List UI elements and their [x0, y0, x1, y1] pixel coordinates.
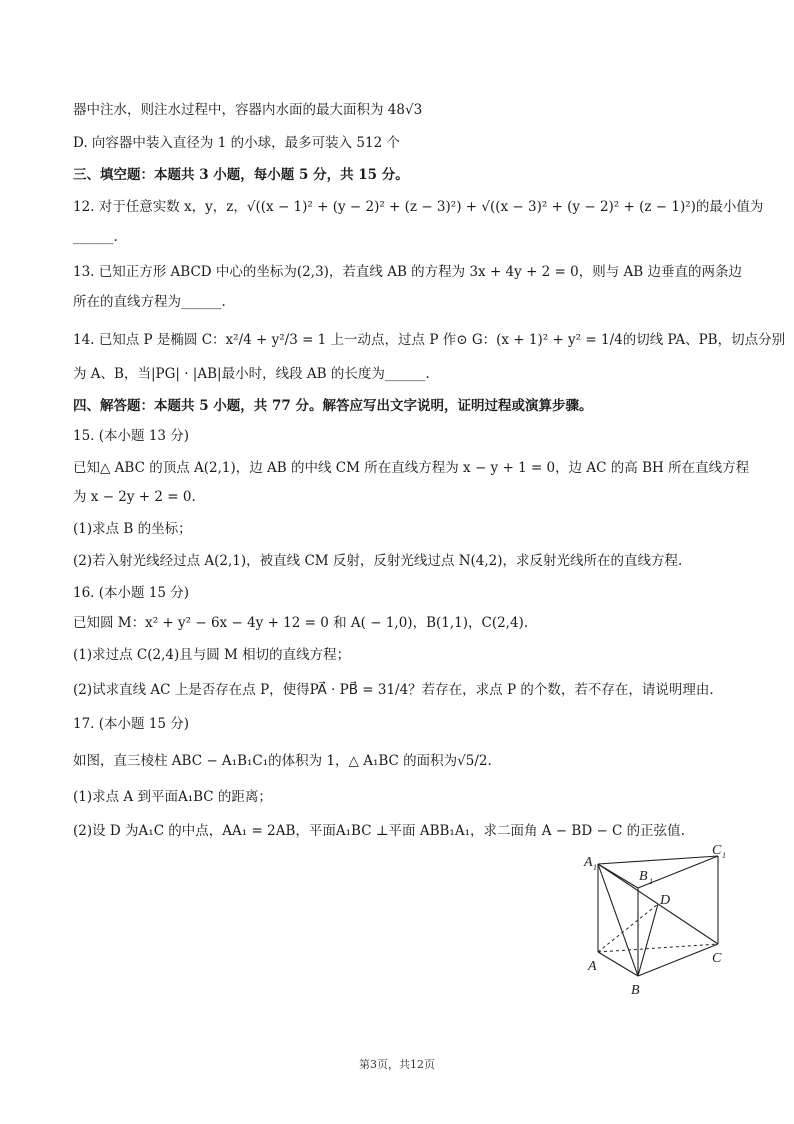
label-b: B [631, 983, 640, 998]
label-a1-sub: 1 [593, 863, 597, 872]
option-d: D. 向容器中装入直径为 1 的小球，最多可装入 512 个 [73, 135, 400, 151]
label-b1: B [639, 869, 648, 884]
question-16-part-1: (1)求过点 C(2,4)且与圆 M 相切的直线方程； [73, 647, 351, 663]
question-16-header: 16. (本小题 15 分) [73, 585, 190, 601]
prism-figure [580, 842, 740, 1002]
question-17-part-1: (1)求点 A 到平面A₁BC 的距离； [73, 789, 272, 805]
question-15-part-1: (1)求点 B 的坐标； [73, 521, 192, 537]
question-15-cont: 为 x − 2y + 2 = 0. [73, 489, 196, 505]
label-c1: C [712, 843, 722, 858]
section-heading-solution: 四、解答题：本题共 5 小题，共 77 分。解答应写出文字说明，证明过程或演算步骤。 [73, 398, 593, 414]
question-13: 13. 已知正方形 ABCD 中心的坐标为(2,3)，若直线 AB 的方程为 3x + 4y + 2 = 0，则与 AB 边垂直的两条边 [73, 264, 742, 280]
question-15: 已知△ ABC 的顶点 A(2,1)，边 AB 的中线 CM 所在直线方程为 x − y + 1 = 0，边 AC 的高 BH 所在直线方程 [73, 460, 750, 476]
edge-b-d [638, 904, 658, 976]
edge-b-c [638, 944, 718, 976]
question-16: 已知圆 M：x² + y² − 6x − 4y + 12 = 0 和 A( − 1,0)，B(1,1)，C(2,4). [73, 615, 529, 631]
question-15-part-2: (2)若入射光线经过点 A(2,1)，被直线 CM 反射，反射光线过点 N(4,2)，求反射光线所在的直线方程. [73, 553, 683, 569]
edge-a-b [598, 952, 638, 976]
question-17: 如图，直三棱柱 ABC − A₁B₁C₁的体积为 1，△ A₁BC 的面积为√5/2. [73, 753, 492, 769]
question-12: 12. 对于任意实数 x，y，z，√((x − 1)² + (y − 2)² + (z − 3)²) + √((x − 3)² + (y − 2)² + (z − 1)²)的最小值为 [73, 199, 764, 215]
label-b1-sub: 1 [649, 877, 653, 886]
hidden-edge-a-d [598, 904, 658, 952]
question-13-cont: 所在的直线方程为______. [73, 294, 226, 310]
question-14-cont: 为 A、B，当|PG| · |AB|最小时，线段 AB 的长度为______. [73, 366, 430, 382]
section-heading-fill-in: 三、填空题：本题共 3 小题，每小题 5 分，共 15 分。 [73, 167, 409, 183]
label-c1-sub: 1 [722, 851, 726, 860]
page-footer: 第3页，共12页 [359, 1058, 435, 1071]
text-line-continuation: 器中注水，则注水过程中，容器内水面的最大面积为 48√3 [73, 102, 423, 118]
question-12-blank: ______. [73, 229, 118, 245]
question-16-part-2: (2)试求直线 AC 上是否存在点 P，使得PA⃗ · PB⃗ = 31/4？若存在，求点 P 的个数，若不存在，请说明理由. [73, 682, 714, 698]
label-d: D [660, 893, 671, 908]
question-15-header: 15. (本小题 13 分) [73, 428, 190, 444]
label-a: A [588, 959, 597, 974]
question-17-part-2: (2)设 D 为A₁C 的中点，AA₁ = 2AB，平面A₁BC ⊥平面 ABB₁A₁，求二面角 A − BD − C 的正弦值. [73, 823, 685, 839]
label-a1: A [584, 855, 593, 870]
question-17-header: 17. (本小题 15 分) [73, 716, 190, 732]
label-c: C [712, 951, 722, 966]
edge-a1-b [598, 864, 638, 976]
question-14: 14. 已知点 P 是椭圆 C：x²/4 + y²/3 = 1 上一动点，过点 P 作⊙ G：(x + 1)² + y² = 1/4的切线 PA、PB，切点分别 [73, 332, 786, 348]
